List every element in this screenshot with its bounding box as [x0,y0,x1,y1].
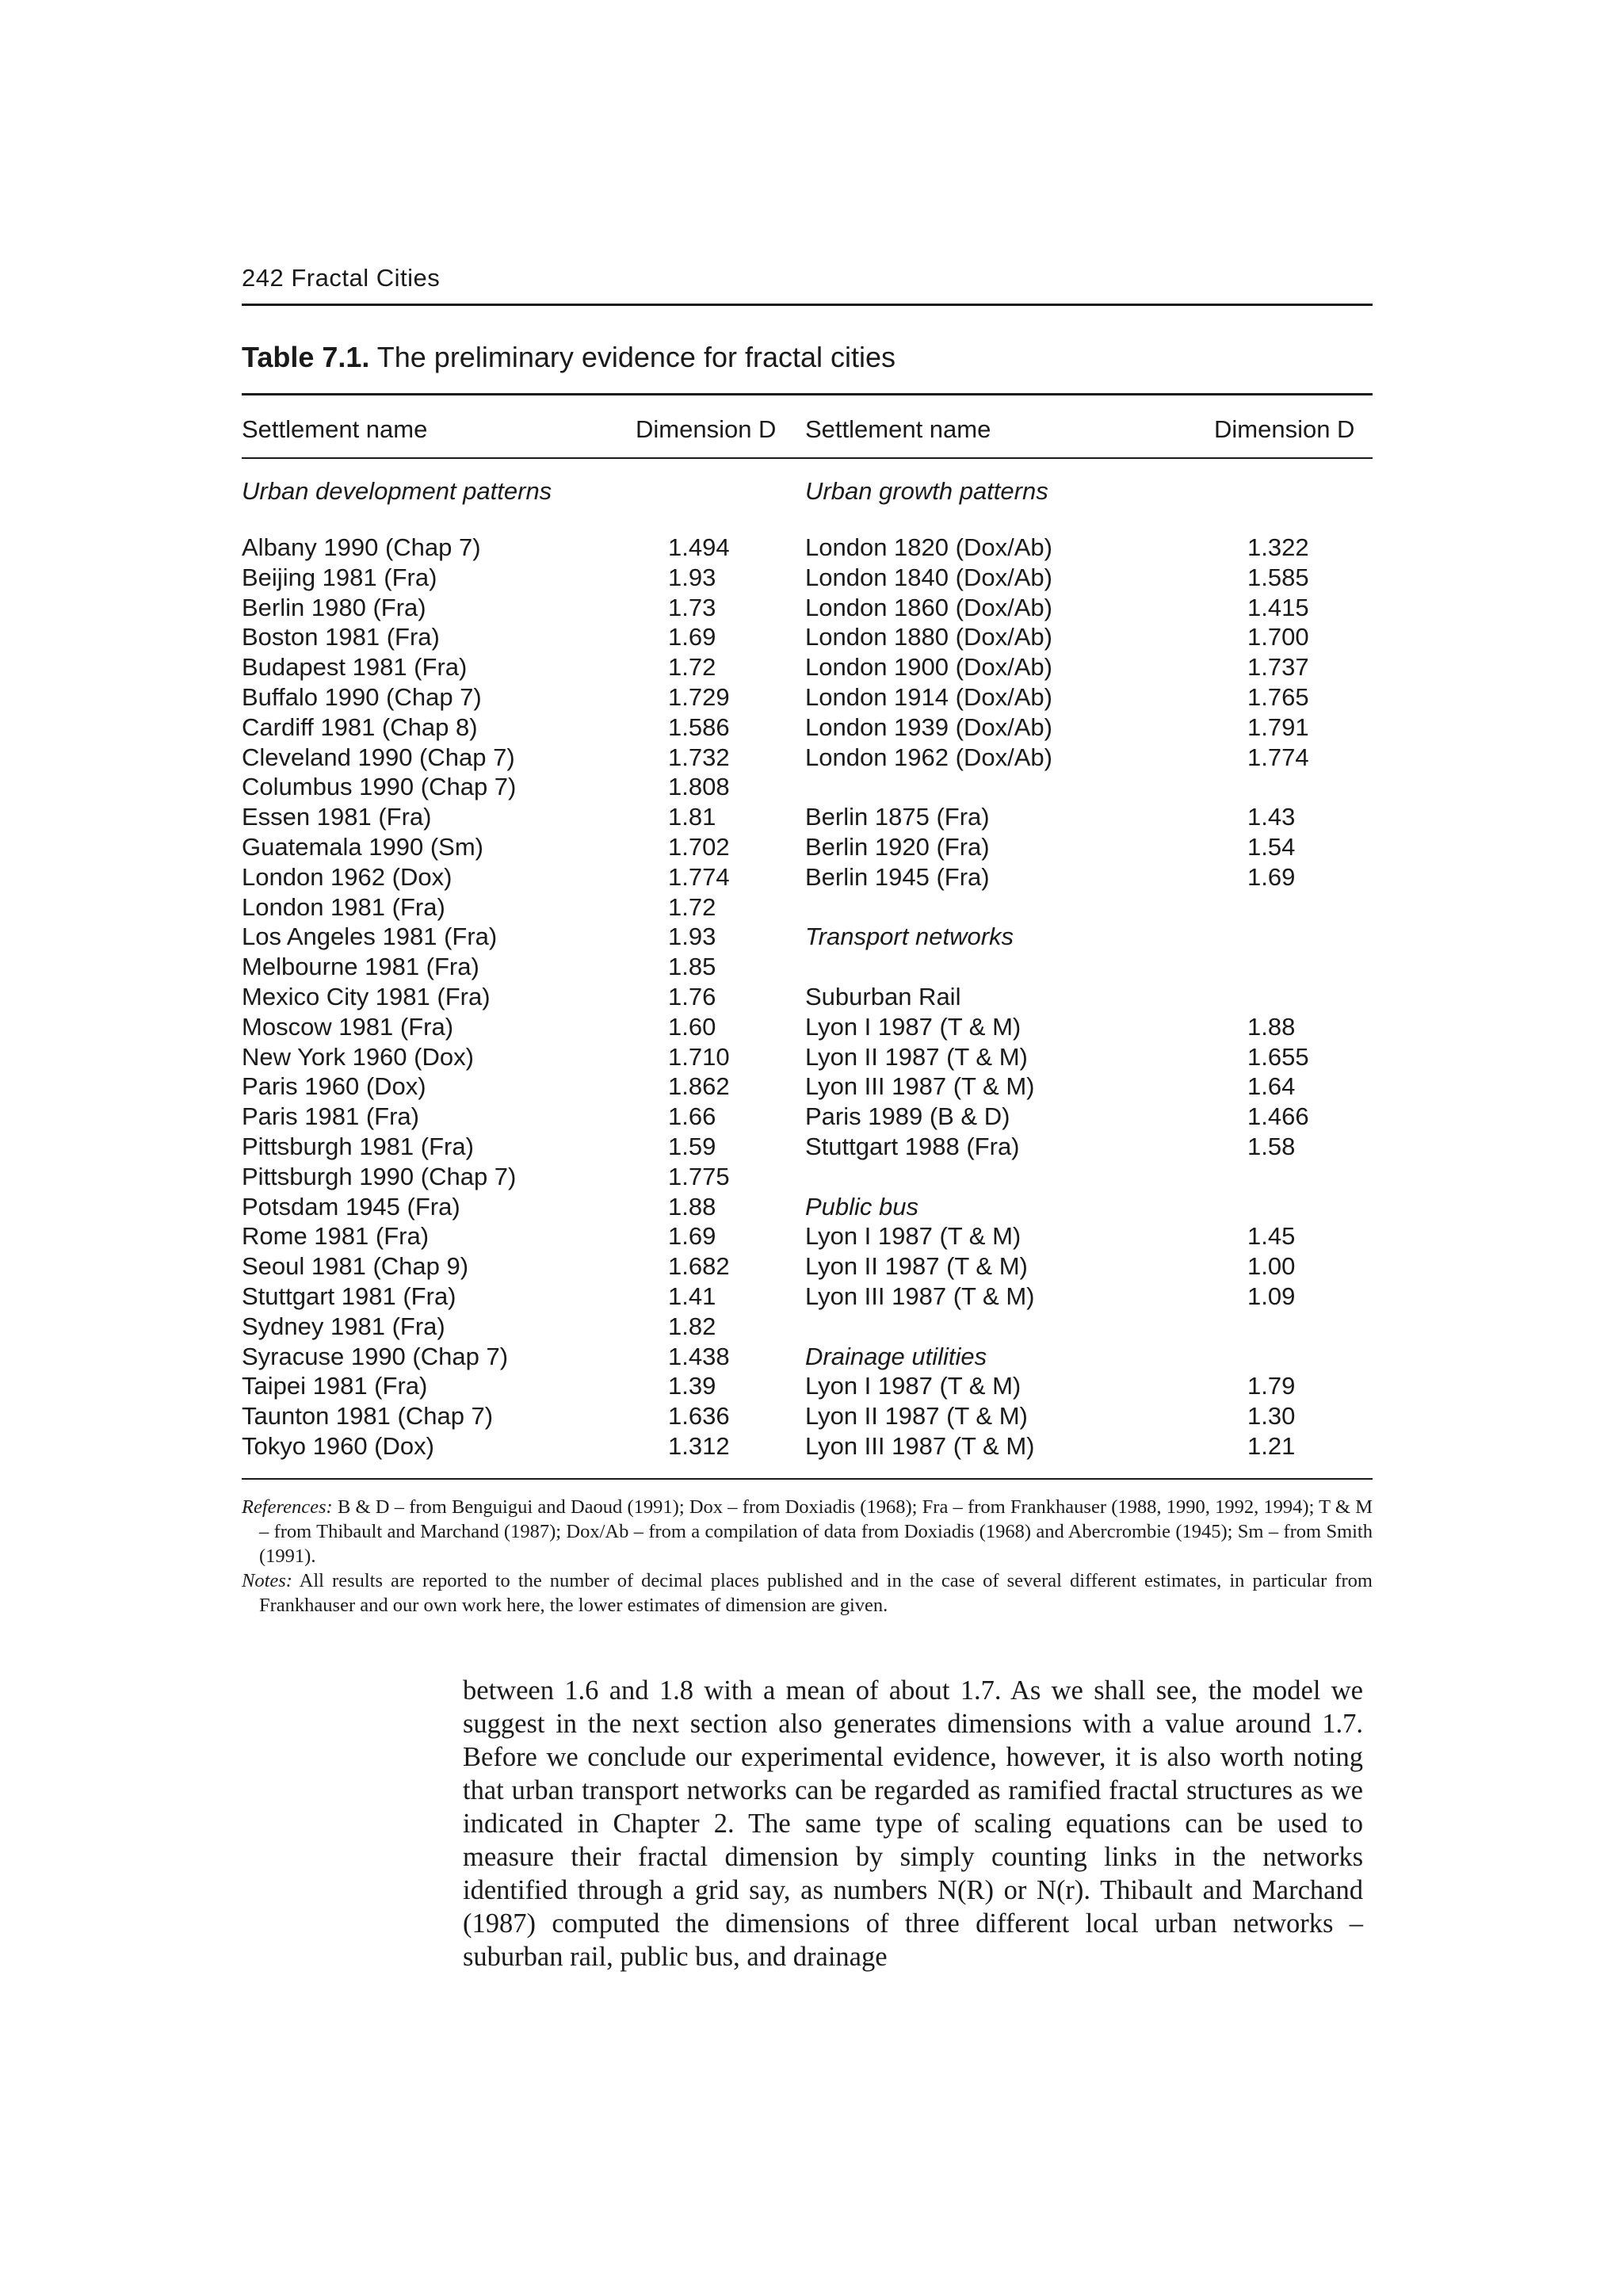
settlement-name-cell: Lyon II 1987 (T & M) [805,1252,1028,1281]
dimension-value-cell: 1.415 [1247,593,1309,621]
dimension-value-cell: 1.45 [1247,1222,1296,1251]
references-label: References: [242,1496,333,1518]
dimension-value-cell: 1.30 [1247,1402,1296,1431]
settlement-name-cell: London 1981 (Fra) [242,892,445,921]
dimension-value-cell: 1.774 [1247,743,1309,771]
settlement-name-cell: Sydney 1981 (Fra) [242,1312,445,1340]
left-dimension-column [668,533,730,1461]
dimension-value-cell: 1.58 [1247,1132,1296,1160]
section-urban-growth: Urban growth patterns [805,477,1048,505]
right-dimension-column [1247,533,1309,1461]
body-paragraph: between 1.6 and 1.8 with a mean of about 1.7. As we shall see, the model we suggest in the next section also generates dimensions with a value around 1.7. Before we conclude our experimental evidence, however, it is also worth noting that urban transport networks can be regarded as ramified fractal structures as we indicated in Chapter 2. The same type of scaling equations can be used to measure their fractal dimension by simply counting links in the networks identified through a grid say, as numbers N(R) or N(r). Thibault and Marchand (1987) computed the dimensions of three different local urban networks – suburban rail, public bus, and drainage [463,1675,1363,1972]
settlement-name-cell: Transport networks [805,923,1014,951]
dimension-value-cell [1247,952,1309,982]
dimension-value-cell: 1.700 [1247,623,1309,651]
left-settlement-column [242,533,516,1461]
settlement-name-cell: London 1962 (Dox) [242,862,453,891]
dimension-value-cell: 1.88 [668,1192,716,1221]
col-header-dimension-left: Dimension D [636,415,777,443]
references-note [242,1495,1373,1568]
settlement-name-cell: Public bus [805,1192,919,1221]
dimension-value-cell [1247,1192,1309,1222]
dimension-value-cell: 1.494 [668,533,730,561]
table-top-rule [242,393,1373,395]
settlement-name-cell: London 1914 (Dox/Ab) [805,682,1052,711]
settlement-name-cell: Lyon II 1987 (T & M) [805,1402,1028,1431]
right-settlement-column [805,533,1052,1461]
dimension-value-cell: 1.438 [668,1342,730,1370]
dimension-value-cell: 1.21 [1247,1431,1296,1460]
dimension-value-cell: 1.312 [668,1431,730,1460]
dimension-value-cell: 1.775 [668,1162,730,1190]
settlement-name-cell: London 1880 (Dox/Ab) [805,623,1052,651]
settlement-name-cell [805,892,1052,923]
dimension-value-cell: 1.69 [668,1222,716,1251]
settlement-name-cell: Boston 1981 (Fra) [242,623,440,651]
dimension-value-cell: 1.66 [668,1102,716,1131]
section-urban-development: Urban development patterns [242,477,552,505]
settlement-name-cell: London 1820 (Dox/Ab) [805,533,1052,561]
settlement-name-cell: Potsdam 1945 (Fra) [242,1192,460,1221]
settlement-name-cell: Taipei 1981 (Fra) [242,1372,428,1400]
settlement-name-cell: Stuttgart 1981 (Fra) [242,1282,456,1310]
settlement-name-cell: Berlin 1875 (Fra) [805,803,990,831]
table-caption [242,341,896,374]
dimension-value-cell: 1.82 [668,1312,716,1340]
dimension-value-cell [1247,1342,1309,1372]
dimension-value-cell: 1.76 [668,982,716,1010]
settlement-name-cell: London 1962 (Dox/Ab) [805,743,1052,771]
dimension-value-cell: 1.59 [668,1132,716,1160]
col-header-settlement-right: Settlement name [805,415,991,443]
settlement-name-cell: London 1900 (Dox/Ab) [805,653,1052,682]
dimension-value-cell: 1.88 [1247,1012,1296,1041]
col-header-dimension-right: Dimension D [1214,415,1355,443]
dimension-value-cell: 1.774 [668,862,730,891]
header-bottom-rule [242,457,1373,459]
settlement-name-cell: Buffalo 1990 (Chap 7) [242,682,482,711]
dimension-value-cell: 1.69 [1247,862,1296,891]
dimension-value-cell: 1.72 [668,653,716,682]
dimension-value-cell: 1.586 [668,712,730,741]
settlement-name-cell: Berlin 1980 (Fra) [242,593,426,621]
table-notes [242,1495,1373,1618]
settlement-name-cell: Albany 1990 (Chap 7) [242,533,481,561]
running-head: 242 Fractal Cities [242,264,441,292]
dimension-value-cell: 1.00 [1247,1252,1296,1281]
dimension-value-cell: 1.765 [1247,682,1309,711]
settlement-name-cell: Lyon I 1987 (T & M) [805,1012,1022,1041]
dimension-value-cell: 1.73 [668,593,716,621]
dimension-value-cell: 1.322 [1247,533,1309,561]
notes-text: All results are reported to the number of decimal places published and in the case of several different estimates, in particular from Frankhauser and our own work here, the lower estimates of dimension are given. [259,1570,1373,1616]
notes-note [242,1568,1373,1618]
dimension-value-cell: 1.41 [668,1282,716,1310]
notes-label: Notes: [242,1570,292,1591]
settlement-name-cell: Melbourne 1981 (Fra) [242,953,479,981]
dimension-value-cell: 1.43 [1247,803,1296,831]
settlement-name-cell: Syracuse 1990 (Chap 7) [242,1342,509,1370]
settlement-name-cell: London 1840 (Dox/Ab) [805,563,1052,591]
settlement-name-cell: Lyon III 1987 (T & M) [805,1282,1035,1310]
dimension-value-cell: 1.466 [1247,1102,1309,1131]
settlement-name-cell [805,1312,1052,1342]
settlement-name-cell: Lyon II 1987 (T & M) [805,1042,1028,1071]
dimension-value-cell [1247,772,1309,802]
settlement-name-cell: Pittsburgh 1981 (Fra) [242,1132,474,1160]
settlement-name-cell: Guatemala 1990 (Sm) [242,832,483,861]
dimension-value-cell [1247,892,1309,923]
dimension-value-cell: 1.729 [668,682,730,711]
settlement-name-cell: Drainage utilities [805,1342,987,1370]
dimension-value-cell: 1.737 [1247,653,1309,682]
dimension-value-cell: 1.79 [1247,1372,1296,1400]
settlement-name-cell: Lyon I 1987 (T & M) [805,1222,1022,1251]
settlement-name-cell: New York 1960 (Dox) [242,1042,474,1071]
settlement-name-cell: Cardiff 1981 (Chap 8) [242,712,478,741]
settlement-name-cell: Tokyo 1960 (Dox) [242,1431,434,1460]
table-title: The preliminary evidence for fractal cities [376,341,896,373]
settlement-name-cell [805,952,1052,982]
settlement-name-cell: Seoul 1981 (Chap 9) [242,1252,469,1281]
settlement-name-cell: Moscow 1981 (Fra) [242,1012,454,1041]
settlement-name-cell: Berlin 1920 (Fra) [805,832,990,861]
settlement-name-cell: Columbus 1990 (Chap 7) [242,773,517,801]
settlement-name-cell: Mexico City 1981 (Fra) [242,982,491,1010]
references-text: B & D – from Benguigui and Daoud (1991); Dox – from Doxiadis (1968); Fra – from Frankhauser (1988, 1990, 1992, 1994); T & M – from Thibault and Marchand (1987); Dox/Ab – from a compilation of data from Doxiadis (1968) and Abercrombie (1945); Sm – from Smith (1991). [259,1496,1373,1567]
dimension-value-cell [1247,922,1309,952]
table-label: Table 7.1. [242,341,370,373]
col-header-settlement-left: Settlement name [242,415,428,443]
dimension-value-cell: 1.85 [668,953,716,981]
dimension-value-cell: 1.93 [668,563,716,591]
dimension-value-cell: 1.808 [668,773,730,801]
dimension-value-cell: 1.64 [1247,1072,1296,1101]
dimension-value-cell: 1.732 [668,743,730,771]
dimension-value-cell: 1.54 [1247,832,1296,861]
dimension-value-cell: 1.862 [668,1072,730,1101]
settlement-name-cell: Los Angeles 1981 (Fra) [242,923,498,951]
settlement-name-cell: Taunton 1981 (Chap 7) [242,1402,494,1431]
settlement-name-cell: London 1860 (Dox/Ab) [805,593,1052,621]
settlement-name-cell: Stuttgart 1988 (Fra) [805,1132,1020,1160]
dimension-value-cell [1247,1162,1309,1192]
dimension-value-cell: 1.09 [1247,1282,1296,1310]
dimension-value-cell: 1.72 [668,892,716,921]
dimension-value-cell: 1.69 [668,623,716,651]
header-rule [242,304,1373,306]
settlement-name-cell: Suburban Rail [805,982,961,1010]
dimension-value-cell: 1.655 [1247,1042,1309,1071]
dimension-value-cell: 1.93 [668,923,716,951]
dimension-value-cell [1247,1312,1309,1342]
settlement-name-cell: Paris 1989 (B & D) [805,1102,1010,1131]
settlement-name-cell [805,1162,1052,1192]
table-bottom-rule [242,1478,1373,1480]
settlement-name-cell: Lyon III 1987 (T & M) [805,1431,1035,1460]
settlement-name-cell [805,772,1052,802]
dimension-value-cell [1247,982,1309,1012]
settlement-name-cell: Paris 1960 (Dox) [242,1072,426,1101]
dimension-value-cell: 1.702 [668,832,730,861]
dimension-value-cell: 1.682 [668,1252,730,1281]
settlement-name-cell: Rome 1981 (Fra) [242,1222,430,1251]
dimension-value-cell: 1.60 [668,1012,716,1041]
dimension-value-cell: 1.585 [1247,563,1309,591]
settlement-name-cell: Essen 1981 (Fra) [242,803,432,831]
dimension-value-cell: 1.791 [1247,712,1309,741]
settlement-name-cell: Berlin 1945 (Fra) [805,862,990,891]
settlement-name-cell: Beijing 1981 (Fra) [242,563,437,591]
dimension-value-cell: 1.81 [668,803,716,831]
dimension-value-cell: 1.636 [668,1402,730,1431]
dimension-value-cell: 1.39 [668,1372,716,1400]
settlement-name-cell: Budapest 1981 (Fra) [242,653,468,682]
settlement-name-cell: London 1939 (Dox/Ab) [805,712,1052,741]
settlement-name-cell: Lyon III 1987 (T & M) [805,1072,1035,1101]
settlement-name-cell: Pittsburgh 1990 (Chap 7) [242,1162,517,1190]
settlement-name-cell: Lyon I 1987 (T & M) [805,1372,1022,1400]
settlement-name-cell: Paris 1981 (Fra) [242,1102,419,1131]
dimension-value-cell: 1.710 [668,1042,730,1071]
settlement-name-cell: Cleveland 1990 (Chap 7) [242,743,515,771]
